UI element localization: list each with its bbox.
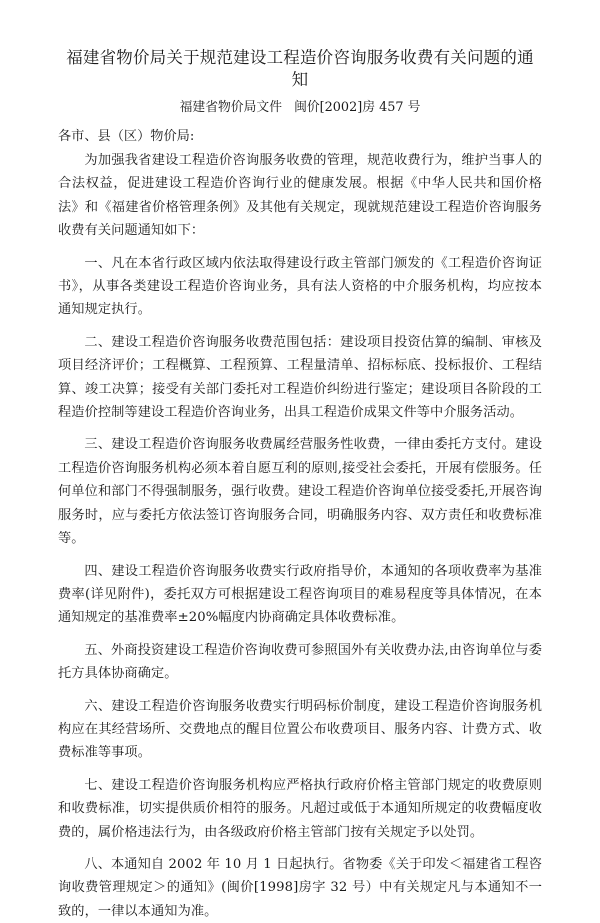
paragraph-3: 三、建设工程造价咨询服务收费属经营服务性收费，一律由委托方支付。建设工程造价咨询服务机构必须本着自愿互利的原则,接受社会委托，开展有偿服务。任何单位和部门不得强制服务，强行收费。建设工程造价咨询单位接受委托,开展咨询服务时，应与委托方依法签订咨询服务合同，明确服务内容、双方责任和收费标准等。 (58, 437, 542, 547)
document-number-line (58, 99, 542, 117)
document-number: 闽价[2002]房 457 号 (294, 100, 421, 115)
salutation: 各市、县（区）物价局: (58, 129, 195, 144)
paragraph-1: 一、凡在本省行政区域内依法取得建设行政主管部门颁发的《工程造价咨询证书》，从事各类建设工程造价咨询业务，具有法人资格的中介服务机构，均应按本通知规定执行。 (58, 255, 542, 318)
document-title: 福建省物价局关于规范建设工程造价咨询服务收费有关问题的通知 (66, 48, 534, 89)
paragraph-2: 二、建设工程造价咨询服务收费范围包括：建设项目投资估算的编制、审核及项目经济评价；工程概算、工程预算、工程量清单、招标标底、投标报价、工程结算、竣工决算；接受有关部门委托对工程造价纠纷进行鉴定；建设项目各阶段的工程造价控制等建设工程造价咨询业务，出具工程造价成果文件等中介服务活动。 (58, 334, 542, 421)
paragraph-8: 八、本通知自 2002 年 10 月 1 日起执行。省物委《关于印发＜福建省工程咨询收费管理规定＞的通知》(闽价[1998]房字 32 号）中有关规定凡与本通知不一致的，一律以本通知为准。 (58, 856, 542, 919)
paragraph-4: 四、建设工程造价咨询服务收费实行政府指导价，本通知的各项收费率为基准费率(详见附件)，委托双方可根据建设工程咨询项目的难易程度等具体情况，在本通知规定的基准费率±20%幅度内协商确定具体收费标准。 (58, 563, 542, 626)
issuer-label: 福建省物价局文件 (179, 100, 282, 115)
paragraph-5: 五、外商投资建设工程造价咨询收费可参照国外有关收费办法,由咨询单位与委托方具体协商确定。 (58, 642, 542, 682)
paragraph-6: 六、建设工程造价咨询服务收费实行明码标价制度，建设工程造价咨询服务机构应在其经营场所、交费地点的醒目位置公布收费项目、服务内容、计费方式、收费标准等事项。 (58, 698, 542, 761)
paragraph-7: 七、建设工程造价咨询服务机构应严格执行政府价格主管部门规定的收费原则和收费标准，切实提供质价相符的服务。凡超过或低于本通知所规定的收费幅度收费的，属价格违法行为，由各级政府价格主管部门按有关规定予以处罚。 (58, 777, 542, 840)
paragraph-intro: 为加强我省建设工程造价咨询服务收费的管理，规范收费行为，维护当事人的合法权益，促进建设工程造价咨询行业的健康发展。根据《中华人民共和国价格法》和《福建省价格管理条例》及其他有关规定，现就规范建设工程造价咨询服务收费有关问题通知如下： (58, 153, 542, 239)
